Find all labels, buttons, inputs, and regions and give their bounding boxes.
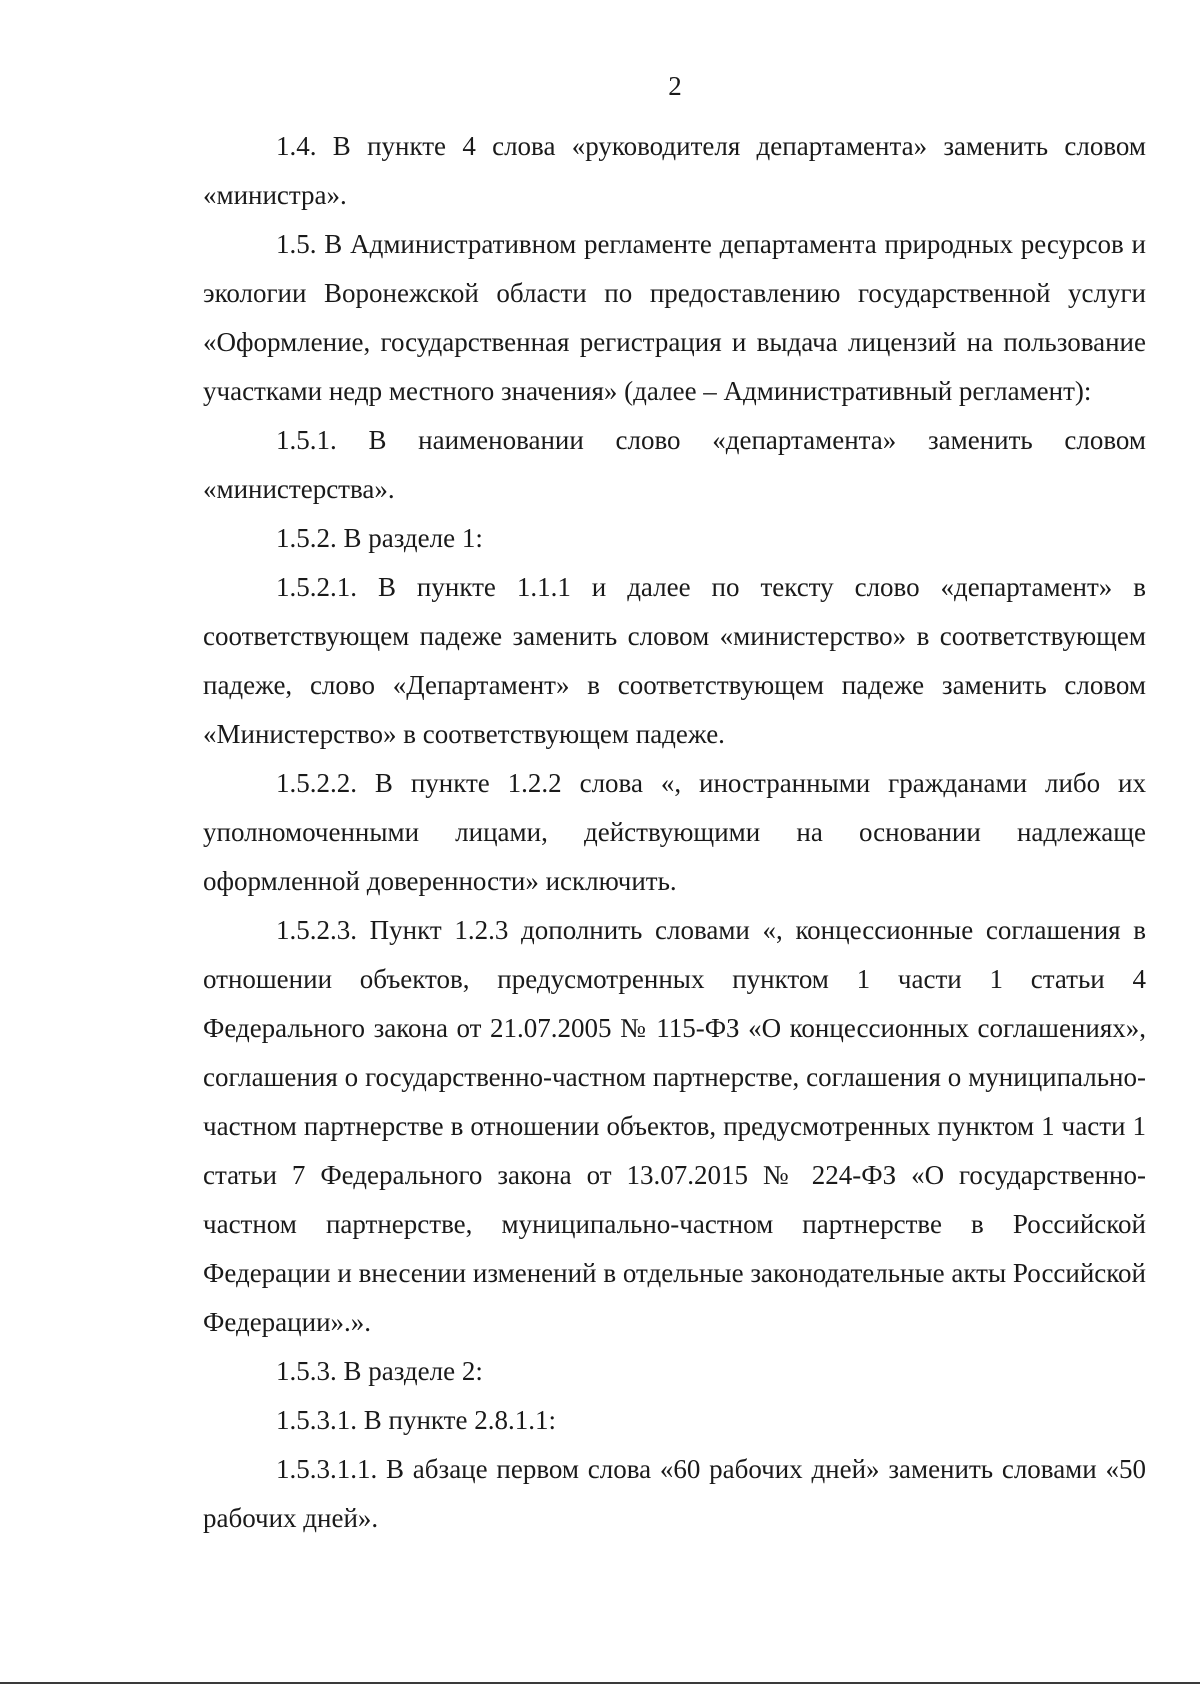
paragraph-1-5-2-2: 1.5.2.2. В пункте 1.2.2 слова «, иностранными гражданами либо их уполномоченными лицами, действующими на основании надлежаще оформленной доверенности» исключить.: [203, 768, 1146, 896]
document-body: [203, 122, 1146, 1543]
bottom-rule: [0, 1682, 1200, 1684]
paragraph-1-5-2-1: 1.5.2.1. В пункте 1.1.1 и далее по тексту слово «департамент» в соответствующем падеже заменить словом «министерство» в соответствующем падеже, слово «Департамент» в соответствующем падеже заменить словом «Министерство» в соответствующем падеже.: [203, 572, 1146, 749]
paragraph-1-5-2: 1.5.2. В разделе 1:: [276, 523, 483, 553]
paragraph-1-4: 1.4. В пункте 4 слова «руководителя департамента» заменить словом «министра».: [203, 131, 1146, 210]
paragraph-1-5-3-1-1: 1.5.3.1.1. В абзаце первом слова «60 рабочих дней» заменить словами «50 рабочих дней».: [203, 1454, 1146, 1533]
paragraph-1-5-1: 1.5.1. В наименовании слово «департамента» заменить словом «министерства».: [203, 425, 1146, 504]
paragraph-1-5-3-1: 1.5.3.1. В пункте 2.8.1.1:: [276, 1405, 556, 1435]
paragraph-1-5: 1.5. В Административном регламенте департамента природных ресурсов и экологии Воронежской области по предоставлению государственной услуги «Оформление, государственная регистрация и выдача лицензий на пользование участками недр местного значения» (далее – Административный регламент):: [203, 229, 1146, 406]
paragraph-1-5-2-3: 1.5.2.3. Пункт 1.2.3 дополнить словами «, концессионные соглашения в отношении объектов, предусмотренных пунктом 1 части 1 статьи 4 Федерального закона от 21.07.2005 № 115-ФЗ «О концессионных соглашениях», соглашения о государственно-частном партнерстве, соглашения о муниципально-частном партнерстве в отношении объектов, предусмотренных пунктом 1 части 1 статьи 7 Федерального закона от 13.07.2015 № 224-ФЗ «О государственно-частном партнерстве, муниципально-частном партнерстве в Российской Федерации и внесении изменений в отдельные законодательные акты Российской Федерации».».: [203, 915, 1146, 1337]
page-number: 2: [668, 71, 682, 101]
paragraph-1-5-3: 1.5.3. В разделе 2:: [276, 1356, 483, 1386]
